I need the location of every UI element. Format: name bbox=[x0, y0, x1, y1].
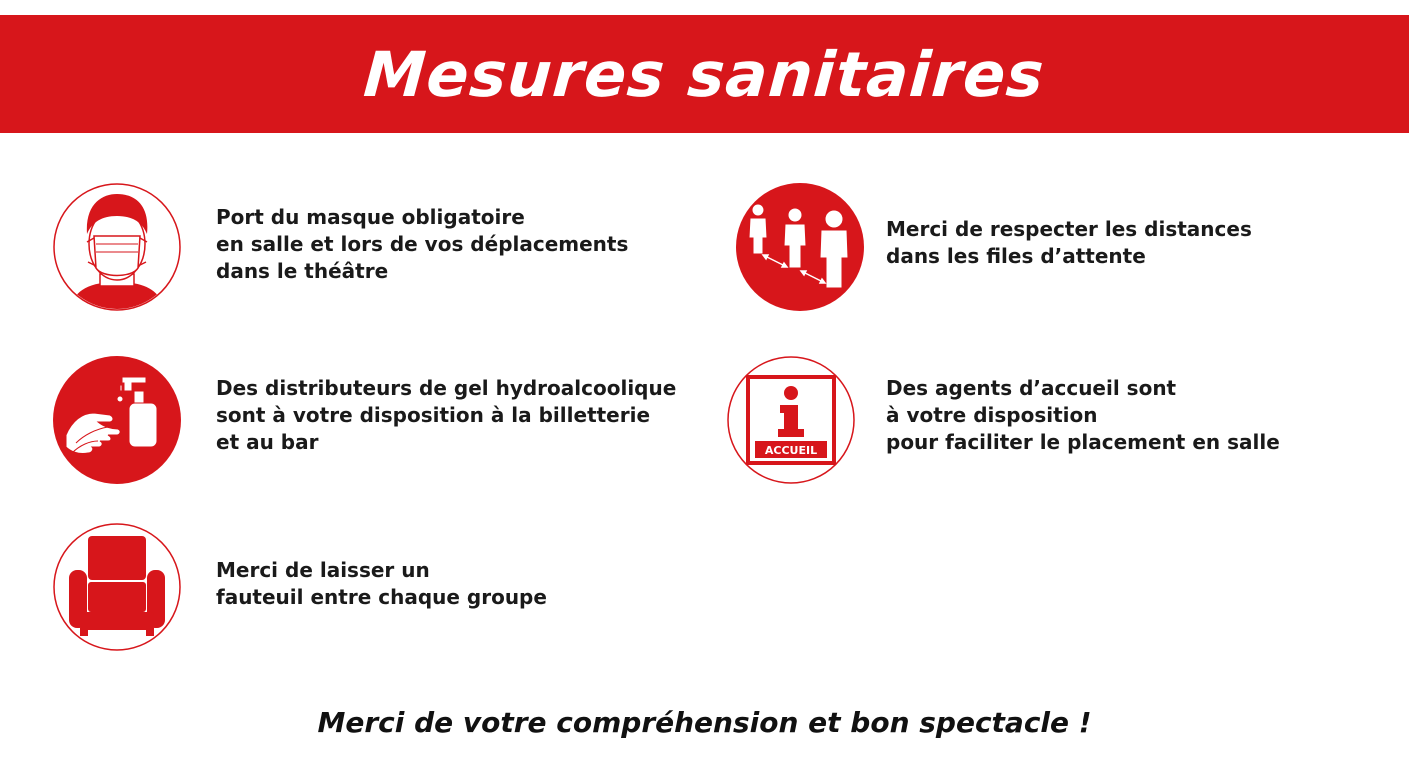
measure-seat-text: Merci de laisser un fauteuil entre chaque groupe bbox=[216, 558, 547, 609]
reception-info-icon bbox=[726, 355, 856, 485]
hand-sanitizer-icon bbox=[52, 355, 182, 485]
reception-label: ACCUEIL bbox=[764, 444, 818, 457]
measure-mask-text: Port du masque obligatoire en salle et lors de vos déplacements dans le théâtre bbox=[216, 205, 629, 283]
page-title: Mesures sanitaires bbox=[361, 37, 1048, 111]
social-distancing-icon bbox=[735, 182, 865, 312]
measure-gel-text: Des distributeurs de gel hydroalcoolique sont à votre disposition à la billetterie et au bar bbox=[216, 376, 677, 454]
face-mask-icon bbox=[52, 182, 182, 312]
armchair-icon bbox=[52, 522, 182, 652]
measure-distance-text: Merci de respecter les distances dans les files d’attente bbox=[886, 217, 1252, 268]
footer-message: Merci de votre compréhension et bon spectacle ! bbox=[317, 706, 1092, 739]
header-banner bbox=[0, 15, 1409, 133]
measure-reception-text: Des agents d’accueil sont à votre disposition pour faciliter le placement en salle bbox=[886, 376, 1280, 454]
